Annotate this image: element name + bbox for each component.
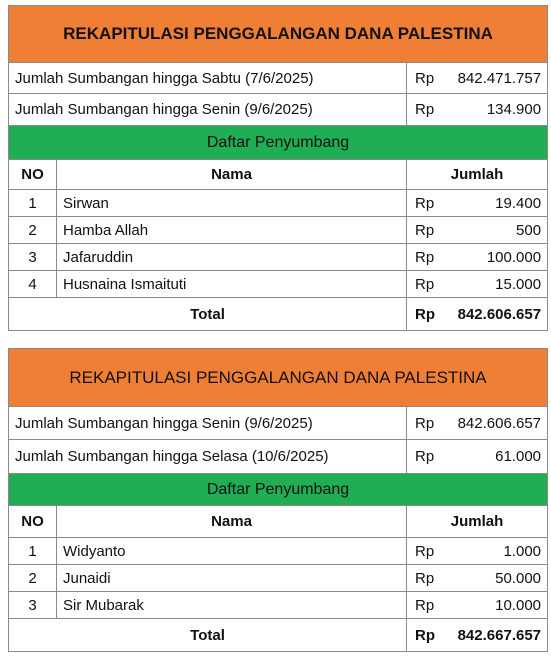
column-header-row [9, 506, 548, 538]
row-no: 2 [9, 565, 57, 592]
summary-amount: 134.900 [447, 94, 548, 126]
table-row [9, 538, 548, 565]
currency-label: Rp [407, 298, 447, 331]
row-no: 3 [9, 244, 57, 271]
row-name: Husnaina Ismaituti [57, 271, 407, 298]
row-no: 4 [9, 271, 57, 298]
summary-label: Jumlah Sumbangan hingga Sabtu (7/6/2025) [9, 63, 407, 94]
row-amount: 100.000 [447, 244, 548, 271]
currency-label: Rp [407, 592, 447, 619]
row-amount: 15.000 [447, 271, 548, 298]
summary-row [9, 407, 548, 440]
column-header-row [9, 160, 548, 190]
currency-label: Rp [407, 244, 447, 271]
total-label: Total [9, 298, 407, 331]
section-header-row [9, 126, 548, 160]
summary-row [9, 63, 548, 94]
row-no: 2 [9, 217, 57, 244]
currency-label: Rp [407, 190, 447, 217]
summary-row [9, 94, 548, 126]
table-row [9, 244, 548, 271]
header-amount: Jumlah [407, 506, 548, 538]
row-name: Hamba Allah [57, 217, 407, 244]
row-name: Sirwan [57, 190, 407, 217]
row-amount: 50.000 [447, 565, 548, 592]
total-label: Total [9, 619, 407, 652]
header-no: NO [9, 160, 57, 190]
summary-amount: 842.471.757 [447, 63, 548, 94]
row-no: 1 [9, 190, 57, 217]
total-amount: 842.667.657 [447, 619, 548, 652]
section-title: Daftar Penyumbang [9, 126, 548, 160]
currency-label: Rp [407, 271, 447, 298]
summary-label: Jumlah Sumbangan hingga Selasa (10/6/2025) [9, 440, 407, 474]
table-row [9, 565, 548, 592]
summary-label: Jumlah Sumbangan hingga Senin (9/6/2025) [9, 94, 407, 126]
row-no: 3 [9, 592, 57, 619]
table-row [9, 271, 548, 298]
recap-table-1 [8, 5, 548, 331]
total-amount: 842.606.657 [447, 298, 548, 331]
header-no: NO [9, 506, 57, 538]
row-amount: 500 [447, 217, 548, 244]
table-row [9, 592, 548, 619]
header-name: Nama [57, 506, 407, 538]
row-amount: 1.000 [447, 538, 548, 565]
currency-label: Rp [407, 217, 447, 244]
table-row [9, 190, 548, 217]
table-row [9, 217, 548, 244]
title-row [9, 349, 548, 407]
row-amount: 19.400 [447, 190, 548, 217]
currency-label: Rp [407, 619, 447, 652]
currency-label: Rp [407, 538, 447, 565]
row-amount: 10.000 [447, 592, 548, 619]
title-row [9, 6, 548, 63]
recap-title: REKAPITULASI PENGGALANGAN DANA PALESTINA [9, 349, 548, 407]
total-row [9, 298, 548, 331]
summary-row [9, 440, 548, 474]
currency-label: Rp [407, 565, 447, 592]
summary-amount: 61.000 [447, 440, 548, 474]
recap-table-2 [8, 348, 548, 652]
summary-amount: 842.606.657 [447, 407, 548, 440]
currency-label: Rp [407, 94, 447, 126]
currency-label: Rp [407, 440, 447, 474]
row-name: Junaidi [57, 565, 407, 592]
currency-label: Rp [407, 63, 447, 94]
header-name: Nama [57, 160, 407, 190]
summary-label: Jumlah Sumbangan hingga Senin (9/6/2025) [9, 407, 407, 440]
section-title: Daftar Penyumbang [9, 474, 548, 506]
recap-title: REKAPITULASI PENGGALANGAN DANA PALESTINA [9, 6, 548, 63]
row-name: Widyanto [57, 538, 407, 565]
row-no: 1 [9, 538, 57, 565]
currency-label: Rp [407, 407, 447, 440]
total-row [9, 619, 548, 652]
row-name: Sir Mubarak [57, 592, 407, 619]
section-header-row [9, 474, 548, 506]
row-name: Jafaruddin [57, 244, 407, 271]
header-amount: Jumlah [407, 160, 548, 190]
